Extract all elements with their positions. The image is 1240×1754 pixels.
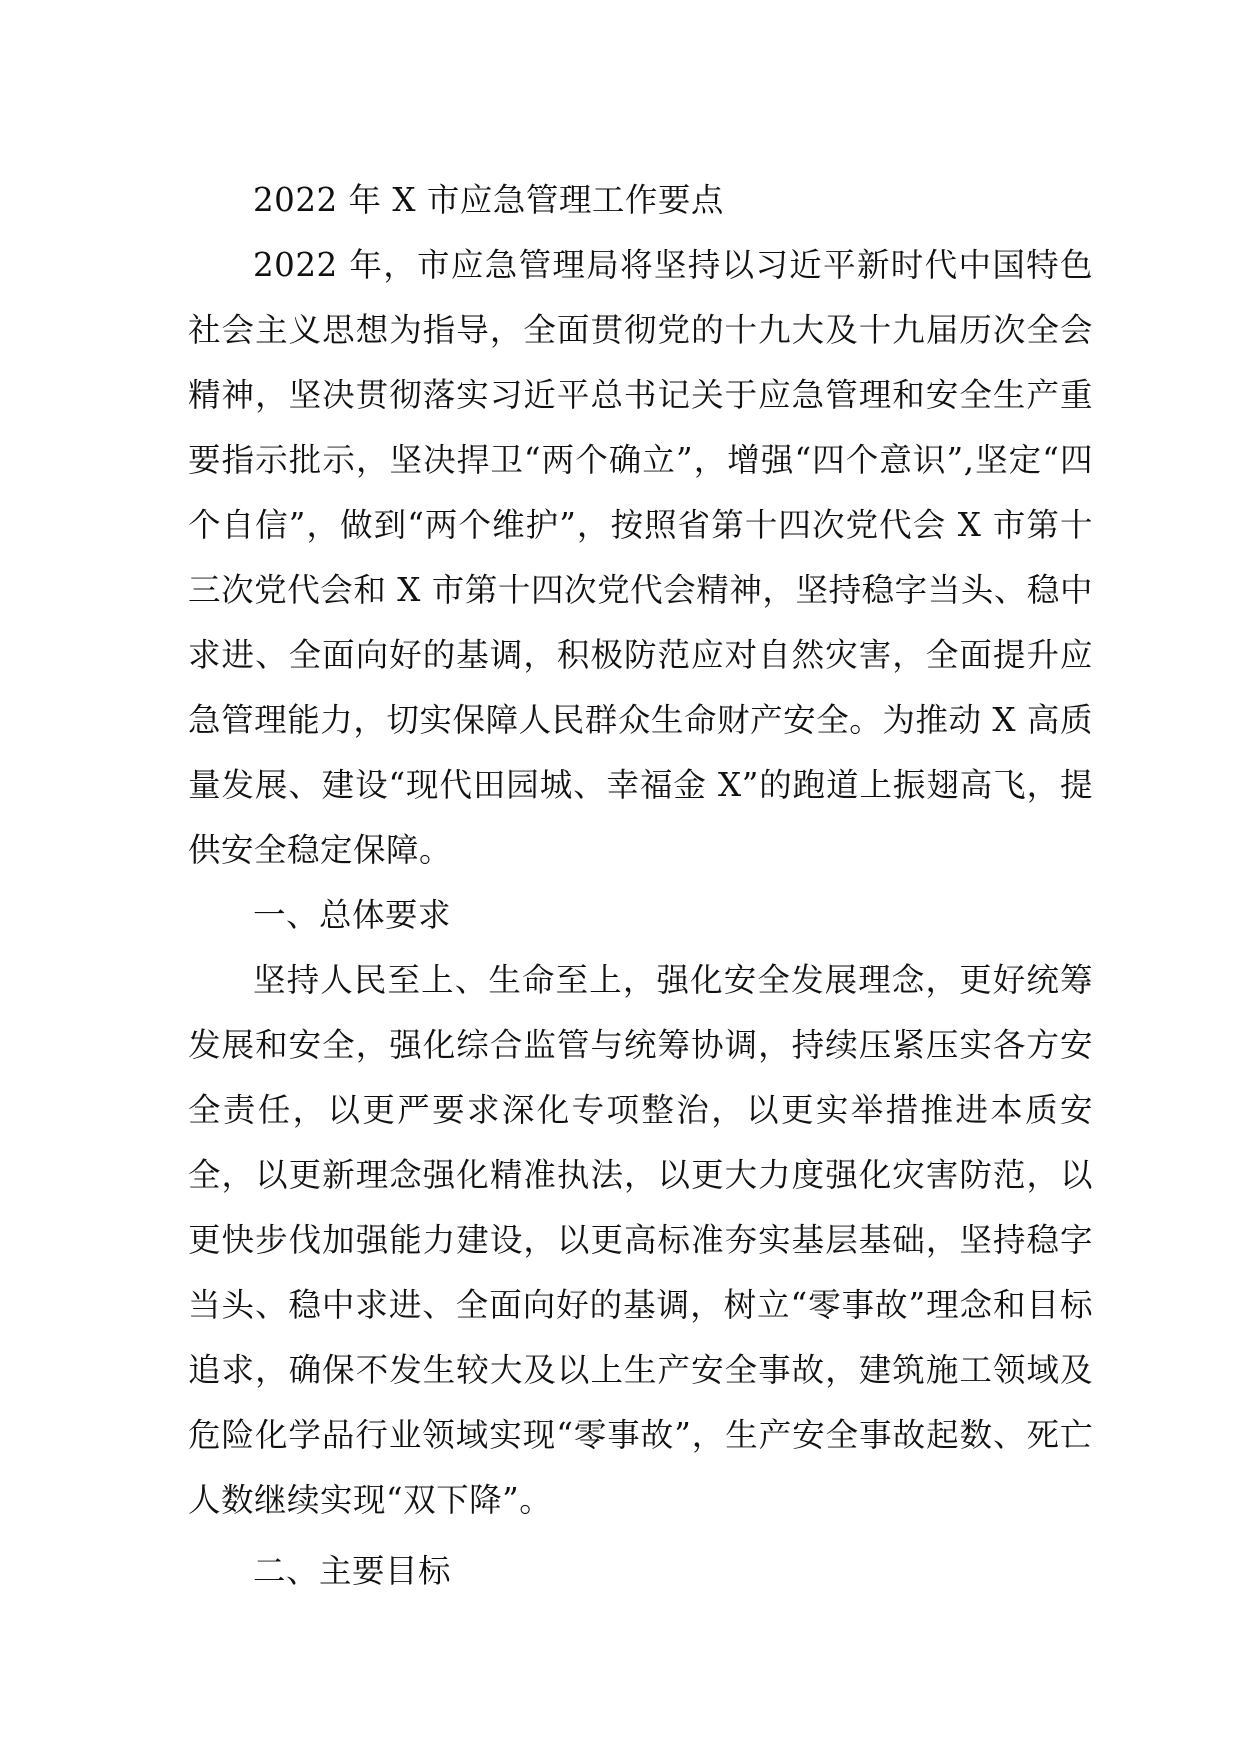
section-heading-main-goals: 二、主要目标	[253, 1552, 452, 1590]
document-body	[188, 168, 1093, 1604]
document-title: 2022 年 X 市应急管理工作要点	[253, 181, 724, 219]
intro-paragraph: 2022 年，市应急管理局将坚持以习近平新时代中国特色社会主义思想为指导，全面贯彻党的十九大及十九届历次全会精神，坚决贯彻落实习近平总书记关于应急管理和安全生产重要指示批示，坚决捍卫“两个确立”，增强“四个意识”,坚定“四个自信”，做到“两个维护”，按照省第十四次党代会 X 市第十三次党代会和 X 市第十四次党代会精神，坚持稳字当头、稳中求进、全面向好的基调，积极防范应对自然灾害，全面提升应急管理能力，切实保障人民群众生命财产安全。为推动 X 高质量发展、建设“现代田园城、幸福金 X”的跑道上振翅高飞，提供安全稳定保障。	[188, 246, 1093, 869]
general-requirements-paragraph: 坚持人民至上、生命至上，强化安全发展理念，更好统筹发展和安全，强化综合监管与统筹协调，持续压紧压实各方安全责任，以更严要求深化专项整治，以更实举措推进本质安全，以更新理念强化精准执法，以更大力度强化灾害防范，以更快步伐加强能力建设，以更高标准夯实基层基础，坚持稳字当头、稳中求进、全面向好的基调，树立“零事故”理念和目标追求，确保不发生较大及以上生产安全事故，建筑施工领域及危险化学品行业领域实现“零事故”，生产安全事故起数、死亡人数继续实现“双下降”。	[188, 961, 1093, 1519]
section-heading-general-requirements: 一、总体要求	[253, 896, 452, 934]
